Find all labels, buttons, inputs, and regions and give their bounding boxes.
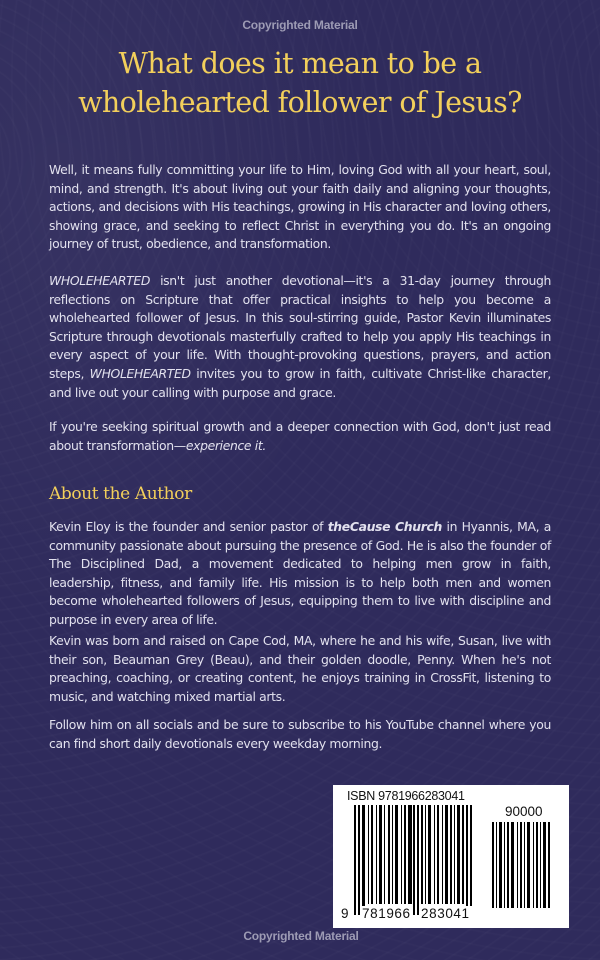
barcode-right-digits: 283041 bbox=[421, 906, 470, 921]
author-bio-paragraph-3: Follow him on all socials and be sure to subscribe to his YouTube channel where you can find short daily devotionals every weekday morning. bbox=[49, 717, 551, 751]
title-line-1: What does it mean to be a bbox=[118, 47, 482, 80]
title-line-2: wholehearted follower of Jesus? bbox=[78, 86, 522, 119]
copyright-watermark-bottom: Copyrighted Material bbox=[243, 929, 359, 943]
author-bio-paragraph-2: Kevin was born and raised on Cape Cod, MA, where he and his wife, Susan, live with their son, Beauman Grey (Beau), and their golden doodle, Penny. When he's not preaching, coaching, or creating content, he enjoys training in CrossFit, listening to music, and watching mixed martial arts. bbox=[49, 633, 551, 704]
isbn-label: ISBN 9781966283041 bbox=[347, 789, 465, 803]
barcode-price-addon: 90000 bbox=[505, 804, 543, 819]
barcode-bars-main bbox=[354, 805, 478, 915]
isbn-barcode bbox=[333, 785, 569, 928]
barcode-bars-addon bbox=[492, 822, 556, 908]
barcode-left-digits: 781966 bbox=[362, 906, 411, 921]
copyright-watermark-top: Copyrighted Material bbox=[242, 18, 358, 32]
experience-emphasis: experience it. bbox=[185, 437, 266, 453]
book-title-emphasis: WHOLEHEARTED bbox=[49, 273, 151, 288]
author-bio-paragraph-1: Kevin Eloy is the founder and senior pastor of theCause Church in Hyannis, MA, a community passionate about pursuing the presence of God. He is also the founder of The Disciplined Dad, a movement dedicated to helping men grow in faith, leadership, fitness, and family life. His mission is to help both men and women become wholehearted followers of Jesus, equipping them to live with discipline and purpose in every area of life. bbox=[49, 519, 552, 627]
back-cover-title bbox=[0, 44, 600, 122]
description-paragraph-2: WHOLEHEARTED isn't just another devotional—it's a 31-day journey through reflections on Scripture that offer practical insights to help you become a wholehearted follower of Jesus. In this soul-stirring guide, Pastor Kevin illuminates Scripture through devotionals masterfully crafted to help you apply His teachings in every aspect of your life. With thought-provoking questions, prayers, and action steps, WHOLEHEARTED invites you to grow in faith, cultivate Christ-like character, and live out your calling with purpose and grace. bbox=[49, 273, 552, 400]
church-name-emphasis: theCause Church bbox=[327, 519, 442, 534]
about-author-heading: About the Author bbox=[49, 484, 192, 504]
description-paragraph-1: Well, it means fully committing your life to Him, loving God with all your heart, soul, mind, and strength. It's about living out your faith daily and aligning your thoughts, actions, and decisions with His teachings, growing in His character and loving others, showing grace, and seeking to reflect Christ in everything you do. It's an ongoing journey of trust, obedience, and transformation. bbox=[49, 162, 551, 252]
description-paragraph-3: If you're seeking spiritual growth and a deeper connection with God, don't just read about transformation—experience it. bbox=[49, 419, 551, 453]
book-title-emphasis: WHOLEHEARTED bbox=[89, 365, 191, 381]
barcode-lead-digit: 9 bbox=[341, 906, 349, 921]
